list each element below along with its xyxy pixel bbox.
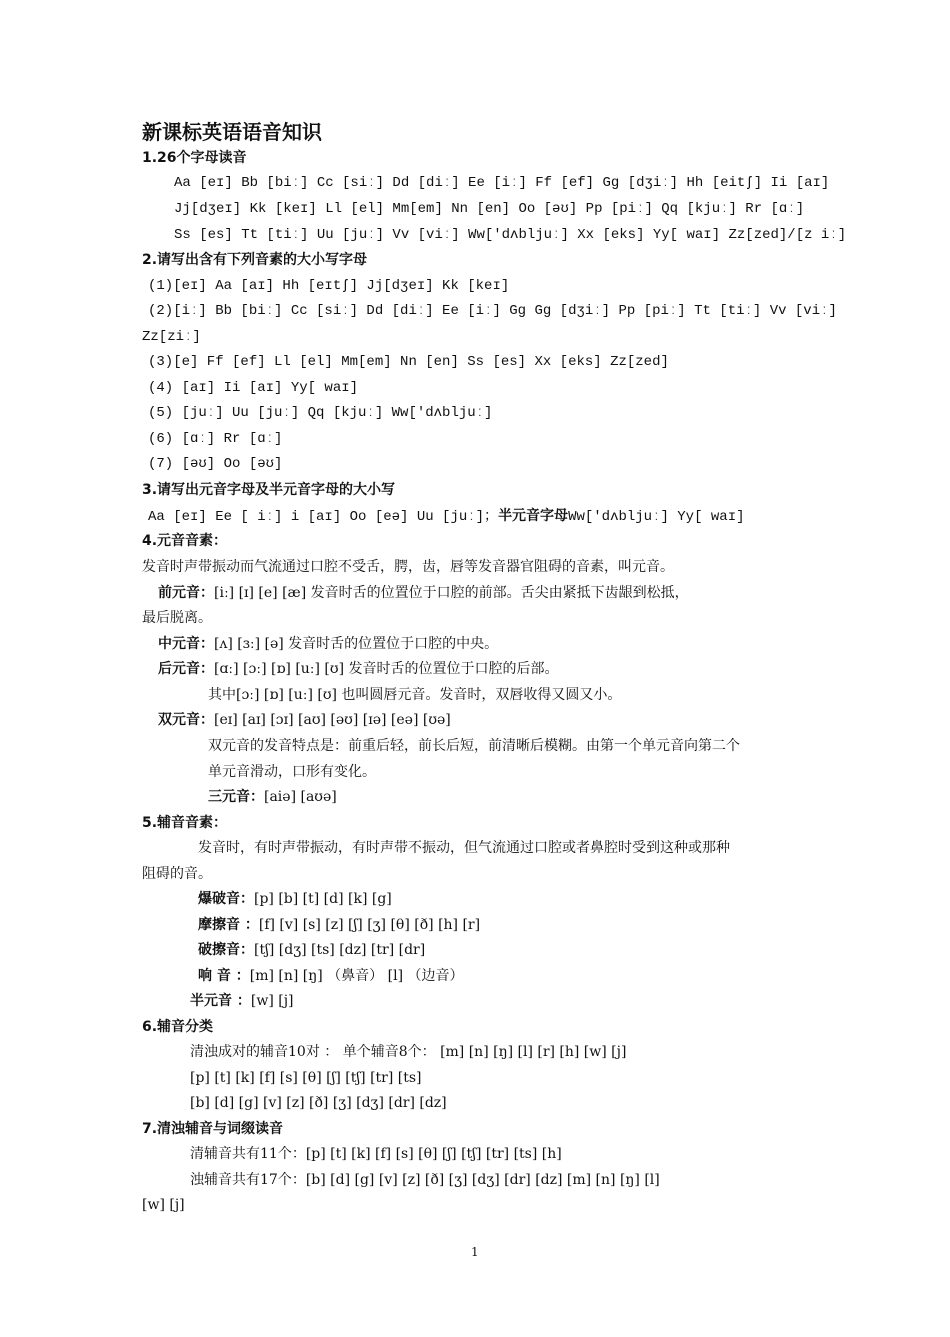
affricates bbox=[198, 941, 425, 959]
section-1-line-3: Ss [es] Tt [tiː] Uu [juː] Vv [viː] Ww['dʌbljuː] Xx [eks] Yy[ waɪ] Zz[zed]/[z iː] bbox=[174, 227, 847, 243]
section-2-line-2-cont: Zz[ziː] bbox=[142, 329, 201, 345]
section-6-line-1: 清浊成对的辅音10对 ： 单个辅音8个： [m] [n] [ŋ] [l] [r] [h] [w] [j] bbox=[190, 1044, 627, 1060]
front-vowels-text: [iː] [ɪ] [e] [æ] 发音时舌的位置位于口腔的前部。舌尖由紧抵下齿龈到松抵， bbox=[214, 585, 689, 601]
section-7-line-2-cont: [w] [j] bbox=[142, 1197, 185, 1213]
section-4-heading: 4.元音音素： bbox=[142, 533, 228, 549]
sonorants-label: 响 音 ： bbox=[198, 968, 250, 984]
affricates-text: [tʃ] [dʒ] [ts] [dz] [tr] [dr] bbox=[254, 942, 426, 958]
fricatives bbox=[198, 916, 480, 934]
section-3-line bbox=[148, 507, 745, 526]
plosives-text: [p] [b] [t] [d] [k] [g] bbox=[254, 891, 392, 907]
triphthongs-text: [aiə] [aʊə] bbox=[264, 789, 337, 805]
rounded-vowels: 其中[ɔː] [ɒ] [uː] [ʊ] 也叫圆唇元音。发音时，双唇收得又圆又小。 bbox=[208, 687, 622, 703]
section-6-line-2: [p] [t] [k] [f] [s] [θ] [ʃ] [tʃ] [tr] [ts] bbox=[190, 1070, 422, 1086]
semi-vowels-text: [w] [j] bbox=[250, 993, 294, 1009]
plosives bbox=[198, 890, 392, 908]
section-7-line-1: 清辅音共有11个：[p] [t] [k] [f] [s] [θ] [ʃ] [tʃ] [tr] [ts] [h] bbox=[190, 1146, 562, 1162]
diphthong-desc-1: 双元音的发音特点是：前重后轻，前长后短，前清晰后模糊。由第一个单元音向第二个 bbox=[208, 738, 740, 754]
section-2-line-4: (4) [aɪ] Ii [aɪ] Yy[ waɪ] bbox=[148, 380, 359, 396]
section-2-line-7: (7) [əʊ] Oo [əʊ] bbox=[148, 456, 283, 472]
page-number: 1 bbox=[471, 1245, 479, 1259]
diphthongs bbox=[158, 711, 451, 729]
semi-vowel-letters: Ww['dʌbljuː] Yy[ waɪ] bbox=[568, 509, 745, 525]
central-vowels-text: [ʌ] [ɜː] [ə] 发音时舌的位置位于口腔的中央。 bbox=[214, 636, 499, 652]
consonant-desc-1: 发音时，有时声带振动，有时声带不振动，但气流通过口腔或者鼻腔时受到这种或那种 bbox=[198, 840, 730, 856]
diphthongs-label: 双元音： bbox=[158, 712, 214, 728]
section-2-heading: 2.请写出含有下列音素的大小写字母 bbox=[142, 252, 368, 268]
section-6-heading: 6.辅音分类 bbox=[142, 1019, 214, 1035]
back-vowels bbox=[158, 660, 558, 678]
semi-vowel-label: 半元音字母 bbox=[498, 508, 569, 524]
vowel-letters: Aa [eɪ] Ee [ iː] i [aɪ] Oo [eə] Uu [juː]； bbox=[148, 509, 499, 525]
central-vowels bbox=[158, 635, 498, 653]
diphthong-desc-2: 单元音滑动，口形有变化。 bbox=[208, 764, 376, 780]
back-vowels-label: 后元音： bbox=[158, 661, 214, 677]
affricates-label: 破擦音： bbox=[198, 942, 254, 958]
triphthongs-label: 三元音： bbox=[208, 789, 264, 805]
page-title: 新课标英语语音知识 bbox=[142, 120, 322, 144]
section-7-heading: 7.清浊辅音与词缀读音 bbox=[142, 1121, 284, 1137]
front-vowels-cont: 最后脱离。 bbox=[142, 610, 212, 626]
semi-vowels bbox=[190, 992, 294, 1010]
triphthongs bbox=[208, 788, 337, 806]
section-2-line-3: (3)[e] Ff [ef] Ll [el] Mm[em] Nn [en] Ss [es] Xx [eks] Zz[zed] bbox=[148, 354, 669, 370]
front-vowels-label: 前元音： bbox=[158, 585, 214, 601]
section-5-heading: 5.辅音音素： bbox=[142, 815, 228, 831]
section-1-line-2: Jj[dʒeɪ] Kk [keɪ] Ll [el] Mm[em] Nn [en] Oo [əʊ] Pp [piː] Qq [kjuː] Rr [ɑː] bbox=[174, 201, 805, 217]
semi-vowels-label: 半元音 ： bbox=[190, 993, 251, 1009]
section-2-line-1: (1)[eɪ] Aa [aɪ] Hh [eɪtʃ] Jj[dʒeɪ] Kk [keɪ] bbox=[148, 278, 510, 294]
fricatives-label: 摩擦音 ： bbox=[198, 917, 259, 933]
section-2-line-2: (2)[iː] Bb [biː] Cc [siː] Dd [diː] Ee [iː] Gg Gg [dʒiː] Pp [piː] Tt [tiː] Vv [viː] bbox=[148, 303, 837, 319]
section-3-heading: 3.请写出元音字母及半元音字母的大小写 bbox=[142, 482, 396, 498]
front-vowels bbox=[158, 584, 689, 602]
section-1-line-1: Aa [eɪ] Bb [biː] Cc [siː] Dd [diː] Ee [iː] Ff [ef] Gg [dʒiː] Hh [eitʃ] Ii [aɪ] bbox=[174, 175, 830, 191]
section-2-line-6: (6) [ɑː] Rr [ɑː] bbox=[148, 431, 283, 447]
sonorants bbox=[198, 967, 463, 985]
back-vowels-text: [ɑː] [ɔː] [ɒ] [uː] [ʊ] 发音时舌的位置位于口腔的后部。 bbox=[214, 661, 559, 677]
central-vowels-label: 中元音： bbox=[158, 636, 214, 652]
fricatives-text: [f] [v] [s] [z] [ʃ] [ʒ] [θ] [ð] [h] [r] bbox=[258, 917, 481, 933]
plosives-label: 爆破音： bbox=[198, 891, 254, 907]
vowel-description: 发音时声带振动而气流通过口腔不受舌，腭，齿，唇等发音器官阻碍的音素，叫元音。 bbox=[142, 559, 674, 575]
section-2-line-5: (5) [juː] Uu [juː] Qq [kjuː] Ww['dʌbljuː] bbox=[148, 405, 493, 421]
section-1-heading: 1.26个字母读音 bbox=[142, 150, 247, 166]
section-7-line-2: 浊辅音共有17个：[b] [d] [g] [v] [z] [ð] [ʒ] [dʒ] [dr] [dz] [m] [n] [ŋ] [l] bbox=[190, 1172, 660, 1188]
diphthongs-text: [eɪ] [aɪ] [ɔɪ] [aʊ] [əʊ] [ɪə] [eə] [ʊə] bbox=[214, 712, 451, 728]
section-6-line-3: [b] [d] [g] [v] [z] [ð] [ʒ] [dʒ] [dr] [dz] bbox=[190, 1095, 447, 1111]
sonorants-text: [m] [n] [ŋ] （鼻音） [l] （边音） bbox=[249, 968, 464, 984]
consonant-desc-2: 阻碍的音。 bbox=[142, 866, 212, 882]
